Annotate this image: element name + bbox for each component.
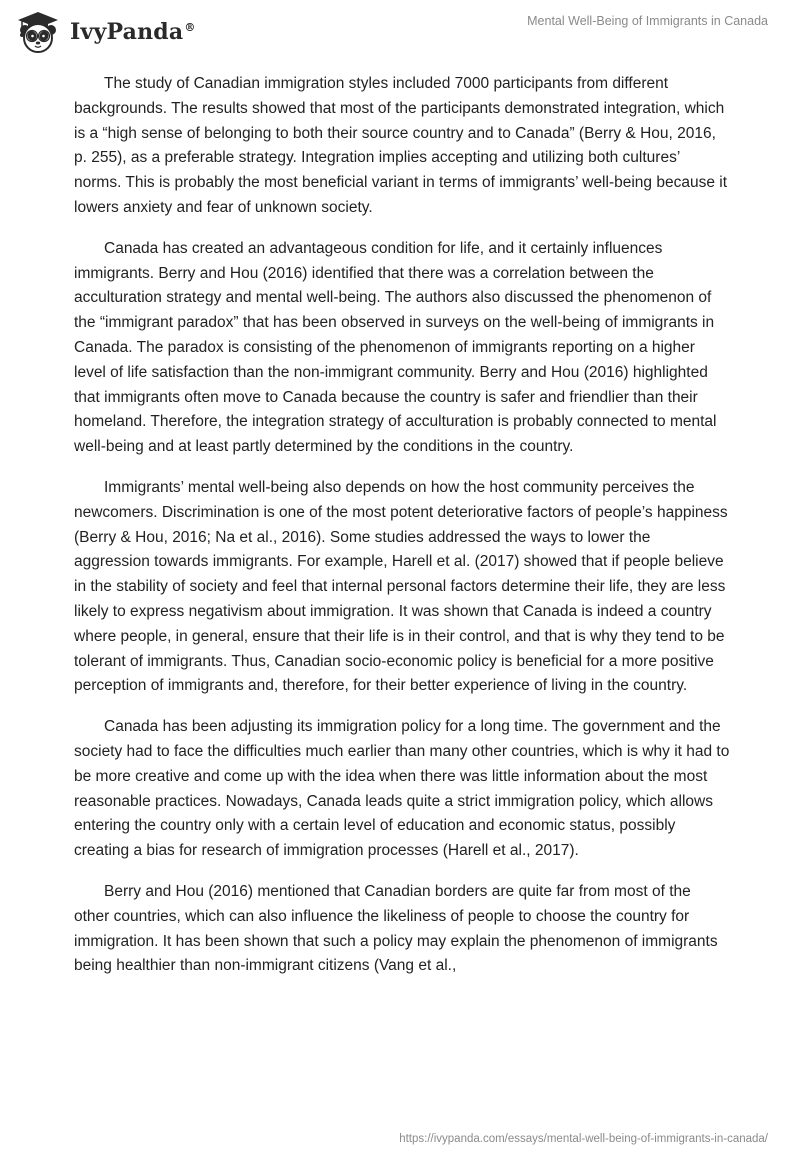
document-title: Mental Well-Being of Immigrants in Canada [527,14,768,28]
registered-mark: ® [184,20,196,34]
ivypanda-logo[interactable] [14,8,196,56]
essay-paragraph: Canada has been adjusting its immigration policy for a long time. The government and the society had to face the difficulties much earlier than many other countries, which is why it had to be more creative and come up with the idea when there was little information about the most reasonable practices. Nowadays, Canada leads quite a strict immigration policy, which allows entering the country only with a certain level of education and economic status, possibly creating a bias for research of immigration processes (Harell et al., 2017). [74,718,730,860]
essay-paragraph: Immigrants’ mental well-being also depends on how the host community perceives the newcomers. Discrimination is one of the most potent deteriorative factors of people’s happiness (Berry & Hou, 2016; Na et al., 2016). Some studies addressed the ways to lower the aggression towards immigrants. For example, Harell et al. (2017) showed that if people believe in the stability of society and feel that internal personal factors determine their life, they are less likely to express negativism about immigration. It was shown that Canada is indeed a country where people, in general, ensure that their life is in their control, and that is why they tend to be tolerant of immigrants. Thus, Canadian socio-economic policy is beneficial for a more positive perception of immigrants and, therefore, for their better experience of living in the country. [74,478,728,695]
essay-body [74,72,730,995]
panda-graduate-icon [14,8,62,56]
brand-name: IvyPanda® [70,19,196,45]
essay-paragraph: The study of Canadian immigration styles included 7000 participants from different backgrounds. The results showed that most of the participants demonstrated integration, which is a “high sense of belonging to both their source country and to Canada” (Berry & Hou, 2016, p. 255), as a preferable strategy. Integration implies accepting and utilizing both cultures’ norms. This is probably the most beneficial variant in terms of immigrants’ well-being because it lowers anxiety and fear of unknown society. [74,75,727,216]
essay-paragraph: Berry and Hou (2016) mentioned that Canadian borders are quite far from most of the other countries, which can also influence the likeliness of people to choose the country for immigration. It has been shown that such a policy may explain the phenomenon of immigrants being healthier than non-immigrant citizens (Vang et al., [74,882,718,975]
source-url[interactable]: https://ivypanda.com/essays/mental-well-being-of-immigrants-in-canada/ [399,1133,768,1145]
essay-paragraph: Canada has created an advantageous condition for life, and it certainly influences immigrants. Berry and Hou (2016) identified that there was a correlation between the acculturation strategy and mental well-being. The authors also discussed the phenomenon of the “immigrant paradox” that has been observed in surveys on the well-being of immigrants in Canada. The paradox is consisting of the phenomenon of immigrants reporting on a higher level of life satisfaction than the non-immigrant community. Berry and Hou (2016) highlighted that immigrants often move to Canada because the country is safer and friendlier than their homeland. Therefore, the integration strategy of acculturation is probably connected to mental well-being and at least partly determined by the conditions in the country. [74,239,717,456]
page-header [0,0,800,64]
